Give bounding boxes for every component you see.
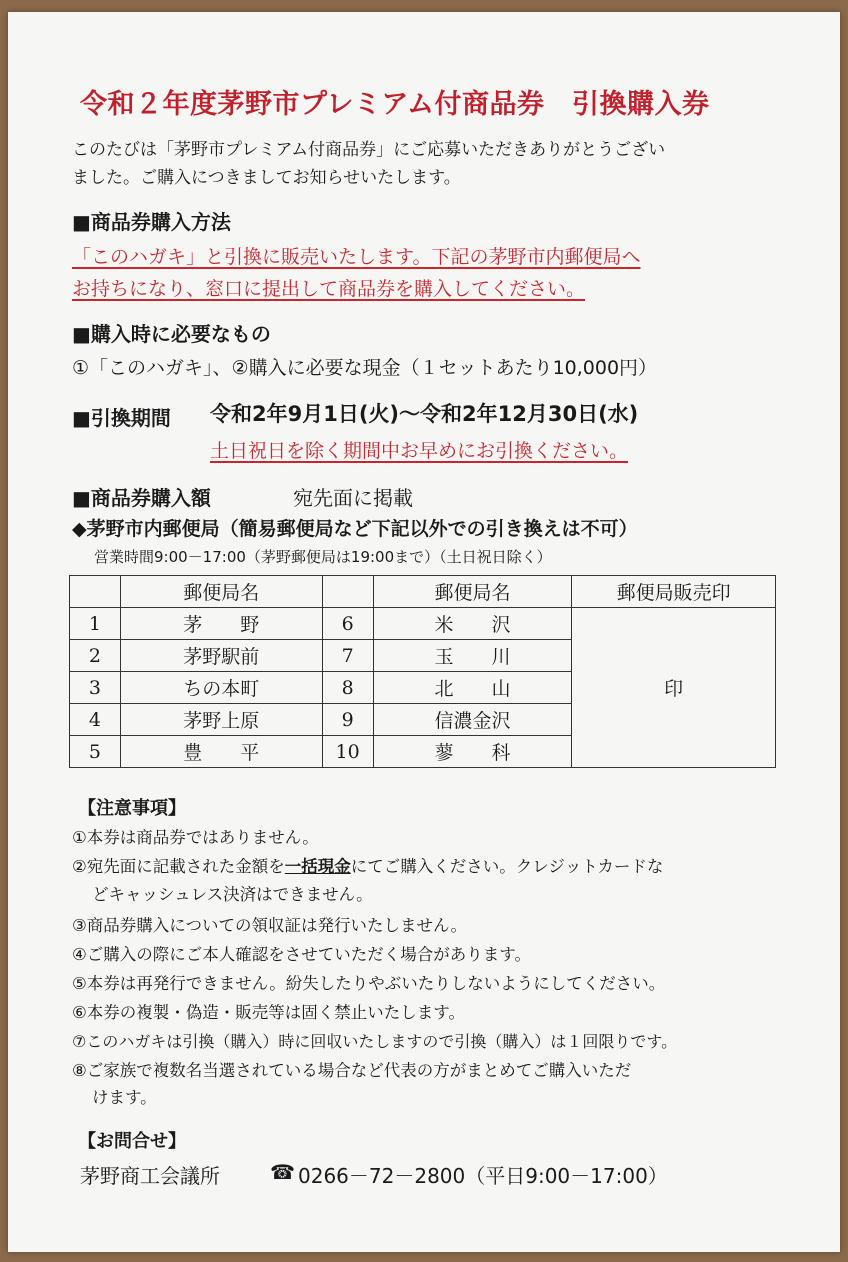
row-number: 8 bbox=[322, 672, 373, 704]
note-2-post: にてご購入ください。クレジットカードな bbox=[350, 857, 664, 876]
table-header-row bbox=[70, 576, 776, 608]
note-7: ⑦このハガキは引換（購入）時に回収いたしますので引換（購入）は１回限りです。 bbox=[72, 1032, 678, 1051]
offices-heading: ◆茅野市内郵便局（簡易郵便局など下記以外での引き換えは不可） bbox=[72, 518, 638, 540]
table-header-cell: 郵便局販売印 bbox=[572, 576, 776, 608]
office-name: 信濃金沢 bbox=[373, 704, 572, 736]
note-4: ④ご購入の際にご本人確認をさせていただく場合があります。 bbox=[72, 945, 531, 964]
amount-label: ■商品券購入額 bbox=[72, 486, 211, 510]
note-1: ①本券は商品券ではありません。 bbox=[72, 828, 319, 847]
note-3: ③商品券購入についての領収証は発行いたしません。 bbox=[72, 916, 467, 935]
office-name: 玉 川 bbox=[373, 640, 572, 672]
contact-phone: 0266－72－2800（平日9:00－17:00） bbox=[298, 1164, 668, 1188]
table-row bbox=[70, 608, 776, 640]
row-number: 10 bbox=[322, 736, 373, 768]
intro-line-2: ました。ご購入につきましてお知らせいたします。 bbox=[72, 168, 461, 188]
table-header-cell bbox=[322, 576, 373, 608]
note-2-cont: どキャッシュレス決済はできません。 bbox=[92, 885, 373, 904]
note-2 bbox=[72, 852, 663, 881]
contact-heading: 【お問合せ】 bbox=[78, 1131, 186, 1152]
row-number: 7 bbox=[322, 640, 373, 672]
voucher-postcard bbox=[8, 12, 840, 1252]
note-6: ⑥本券の複製・偽造・販売等は固く禁止いたします。 bbox=[72, 1003, 465, 1022]
office-name: 茅野駅前 bbox=[120, 640, 322, 672]
office-name: 米 沢 bbox=[373, 608, 572, 640]
page-title: 令和２年度茅野市プレミアム付商品券 引換購入券 bbox=[80, 89, 710, 120]
office-name: 茅 野 bbox=[120, 608, 322, 640]
row-number: 1 bbox=[70, 608, 121, 640]
table-header-cell bbox=[70, 576, 121, 608]
note-8-cont: けます。 bbox=[92, 1088, 157, 1107]
office-name: ちの本町 bbox=[120, 672, 322, 704]
required-text: ①「このハガキ」、②購入に必要な現金（１セットあたり10,000円） bbox=[72, 357, 658, 379]
note-2-bold: 一括現金 bbox=[284, 857, 351, 876]
table-header-cell: 郵便局名 bbox=[120, 576, 322, 608]
row-number: 5 bbox=[70, 736, 121, 768]
contact-org: 茅野商工会議所 bbox=[80, 1164, 220, 1188]
office-name: 豊 平 bbox=[120, 736, 322, 768]
row-number: 9 bbox=[322, 704, 373, 736]
intro-line-1: このたびは「茅野市プレミアム付商品券」にご応募いただきありがとうござい bbox=[72, 140, 666, 160]
office-name: 北 山 bbox=[373, 672, 572, 704]
row-number: 4 bbox=[70, 704, 121, 736]
phone-icon: ☎ bbox=[270, 1160, 295, 1184]
row-number: 3 bbox=[70, 672, 121, 704]
period-label: ■引換期間 bbox=[72, 406, 171, 430]
amount-value: 宛先面に掲載 bbox=[293, 486, 413, 510]
note-2-pre: ②宛先面に記載された金額を bbox=[72, 857, 285, 876]
method-line-1: 「このハガキ」と引換に販売いたします。下記の茅野市内郵便局へ bbox=[72, 246, 641, 268]
stamp-cell: 印 bbox=[572, 608, 776, 768]
post-office-table bbox=[69, 575, 776, 768]
method-line-2: お持ちになり、窓口に提出して商品券を購入してください。 bbox=[72, 278, 586, 300]
office-name: 茅野上原 bbox=[120, 704, 322, 736]
office-name: 蓼 科 bbox=[373, 736, 572, 768]
period-dates: 令和2年9月1日(火)～令和2年12月30日(水) bbox=[210, 402, 639, 426]
table-header-cell: 郵便局名 bbox=[373, 576, 572, 608]
required-heading: ■購入時に必要なもの bbox=[72, 322, 271, 346]
period-note: 土日祝日を除く期間中お早めにお引換ください。 bbox=[210, 440, 629, 462]
note-5: ⑤本券は再発行できません。紛失したりやぶいたりしないようにしてください。 bbox=[72, 974, 666, 993]
notes-heading: 【注意事項】 bbox=[78, 798, 186, 819]
note-8: ⑧ご家族で複数名当選されている場合など代表の方がまとめてご購入いただ bbox=[72, 1061, 632, 1080]
method-heading: ■商品券購入方法 bbox=[72, 210, 231, 234]
row-number: 2 bbox=[70, 640, 121, 672]
row-number: 6 bbox=[322, 608, 373, 640]
office-hours: 営業時間9:00－17:00（茅野郵便局は19:00まで）（土日祝日除く） bbox=[94, 548, 552, 566]
